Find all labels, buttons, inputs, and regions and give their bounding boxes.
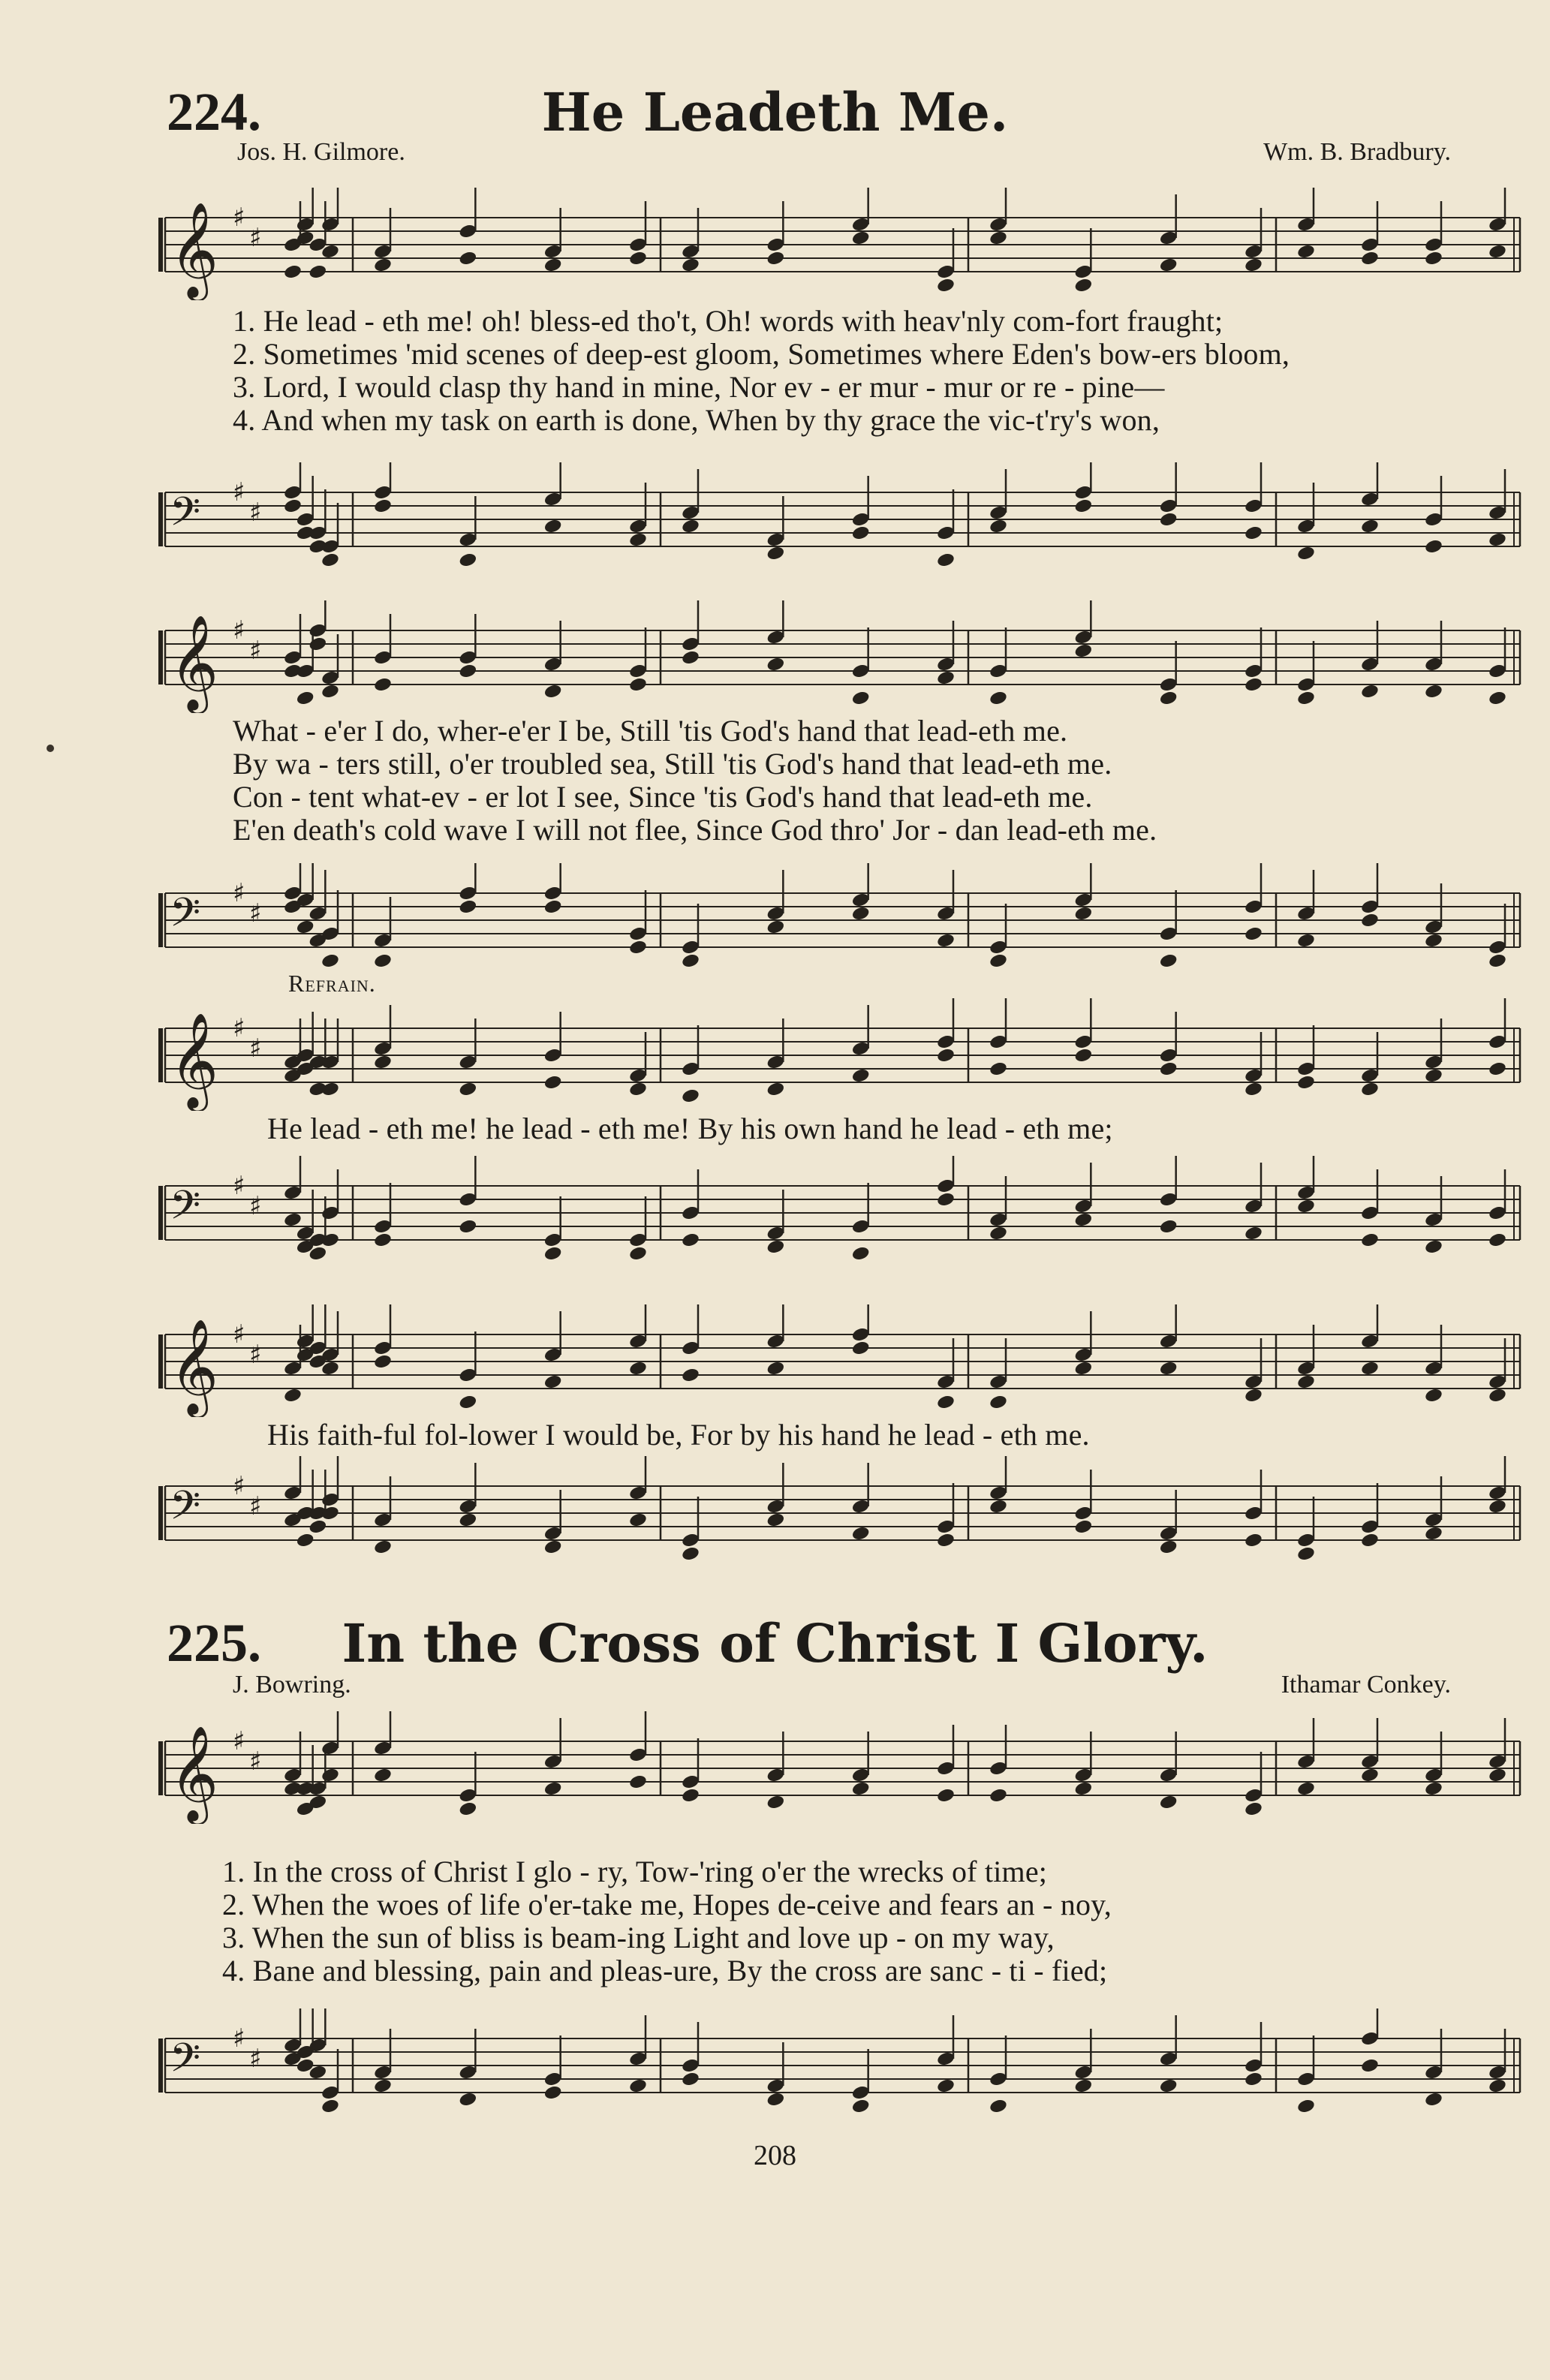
notehead <box>851 1245 871 1262</box>
sharp-icon: ♯ <box>249 1190 262 1221</box>
notehead <box>458 1394 477 1410</box>
notehead <box>458 898 477 915</box>
notehead <box>458 1218 477 1235</box>
notehead <box>766 1360 785 1377</box>
notehead <box>628 676 648 693</box>
notehead <box>1244 257 1263 273</box>
notehead <box>766 545 785 561</box>
bass-clef-icon: 𝄢 <box>170 1183 201 1238</box>
notehead <box>766 1238 785 1255</box>
notehead <box>628 1774 648 1790</box>
notehead <box>543 1780 563 1797</box>
notehead <box>851 525 871 541</box>
notehead <box>1424 1067 1443 1084</box>
notehead <box>851 1780 871 1797</box>
notehead <box>321 1232 340 1248</box>
lyric-line: By wa - ters still, o'er troubled sea, Still 'tis God's hand that lead-eth me. <box>233 747 1112 781</box>
treble-clef-icon: 𝄞 <box>170 614 219 710</box>
notehead <box>543 518 563 534</box>
sharp-icon: ♯ <box>233 615 245 645</box>
notehead <box>458 1801 477 1817</box>
notehead <box>936 1532 956 1548</box>
notehead <box>373 952 393 969</box>
notehead <box>1159 2078 1178 2094</box>
notehead <box>458 250 477 266</box>
notehead <box>851 1340 871 1356</box>
composer-credit: Ithamar Conkey. <box>1281 1671 1451 1698</box>
notehead <box>321 683 340 700</box>
bass-staff <box>0 1456 1550 1569</box>
hymn-title: In the Cross of Christ I Glory. <box>342 1612 1208 1674</box>
treble-staff <box>0 1711 1550 1824</box>
notehead <box>1424 250 1443 266</box>
notehead <box>321 2098 340 2114</box>
sharp-icon: ♯ <box>233 877 245 908</box>
notehead <box>1488 952 1507 969</box>
notehead <box>1073 642 1093 659</box>
notehead <box>1424 1387 1443 1404</box>
sharp-icon: ♯ <box>233 1170 245 1201</box>
lyric-line: 2. Sometimes 'mid scenes of deep-est gloom, Sometimes where Eden's bow-ers bloom, <box>233 337 1290 371</box>
notehead <box>321 1767 340 1783</box>
notehead <box>1296 1374 1316 1390</box>
notehead <box>1360 518 1380 534</box>
hymn-title: He Leadeth Me. <box>541 81 1009 143</box>
lyric-line: E'en death's cold wave I will not flee, Since God thro' Jor - dan lead-eth me. <box>233 813 1157 847</box>
notehead <box>681 1787 700 1804</box>
lyric-line: 2. When the woes of life o'er-take me, Hopes de-ceive and fears an - noy, <box>222 1888 1112 1921</box>
notehead <box>1159 1218 1178 1235</box>
notehead <box>321 952 340 969</box>
notehead <box>1159 1061 1178 1077</box>
notehead <box>681 2071 700 2087</box>
notehead <box>628 250 648 266</box>
lyric-line: 1. In the cross of Christ I glo - ry, Tow-'ring o'er the wrecks of time; <box>222 1855 1048 1888</box>
notehead <box>936 932 956 949</box>
notehead <box>321 1505 340 1521</box>
sharp-icon: ♯ <box>249 1746 262 1777</box>
notehead <box>989 518 1008 534</box>
notehead <box>1360 1232 1380 1248</box>
notehead <box>373 498 393 514</box>
notehead <box>989 1225 1008 1241</box>
notehead <box>1488 1387 1507 1404</box>
notehead <box>1244 1801 1263 1817</box>
notehead <box>1073 1518 1093 1535</box>
notehead <box>543 1245 563 1262</box>
lyric-line: 3. When the sun of bliss is beam-ing Light and love up - on my way, <box>222 1921 1055 1954</box>
notehead <box>628 1360 648 1377</box>
notehead <box>373 1539 393 1555</box>
sharp-icon: ♯ <box>249 222 262 253</box>
notehead <box>543 683 563 700</box>
notehead <box>1244 925 1263 942</box>
notehead <box>628 531 648 548</box>
treble-staff <box>0 1304 1550 1417</box>
bass-staff <box>0 863 1550 976</box>
notehead <box>296 690 315 706</box>
notehead <box>543 1374 563 1390</box>
notehead <box>1073 1211 1093 1228</box>
notehead <box>308 636 327 652</box>
notehead <box>458 1512 477 1528</box>
notehead <box>936 1394 956 1410</box>
notehead <box>1488 2078 1507 2094</box>
notehead <box>936 552 956 568</box>
notehead <box>989 2098 1008 2114</box>
notehead <box>936 1191 956 1208</box>
notehead <box>766 1081 785 1097</box>
sharp-icon: ♯ <box>233 1726 245 1756</box>
notehead <box>1296 932 1316 949</box>
notehead <box>283 1387 302 1404</box>
notehead <box>851 690 871 706</box>
notehead <box>1360 250 1380 266</box>
notehead <box>1360 912 1380 928</box>
lyric-line: 3. Lord, I would clasp thy hand in mine, Nor ev - er mur - mur or re - pine— <box>233 370 1165 404</box>
notehead <box>1073 277 1093 293</box>
notehead <box>851 1067 871 1084</box>
notehead <box>628 939 648 955</box>
notehead <box>1159 952 1178 969</box>
sharp-icon: ♯ <box>233 1319 245 1349</box>
notehead <box>766 919 785 935</box>
notehead <box>1488 1061 1507 1077</box>
notehead <box>1360 1081 1380 1097</box>
notehead <box>681 257 700 273</box>
treble-staff <box>0 998 1550 1111</box>
lyric-line: Con - tent what-ev - er lot I see, Since 'tis God's hand that lead-eth me. <box>233 780 1093 814</box>
hymn-number: 225. <box>167 1613 261 1673</box>
sharp-icon: ♯ <box>233 1012 245 1043</box>
treble-clef-icon: 𝄞 <box>170 201 219 297</box>
notehead <box>628 1512 648 1528</box>
notehead <box>1244 1225 1263 1241</box>
lyric-line: 1. He lead - eth me! oh! bless-ed tho't, Oh! words with heav'nly com-fort fraught; <box>233 304 1223 338</box>
bass-staff <box>0 2008 1550 2121</box>
composer-credit: Wm. B. Bradbury. <box>1263 138 1451 166</box>
notehead <box>766 2091 785 2108</box>
sharp-icon: ♯ <box>249 898 262 928</box>
notehead <box>543 2084 563 2101</box>
notehead <box>936 1047 956 1064</box>
author-credit: J. Bowring. <box>233 1671 351 1698</box>
sharp-icon: ♯ <box>249 2043 262 2074</box>
notehead <box>1360 1532 1380 1548</box>
notehead <box>851 2098 871 2114</box>
notehead <box>308 1518 327 1535</box>
notehead <box>1424 1780 1443 1797</box>
notehead <box>283 263 302 280</box>
notehead <box>1424 1525 1443 1542</box>
notehead <box>283 1211 302 1228</box>
notehead <box>373 1232 393 1248</box>
notehead <box>681 1232 700 1248</box>
notehead <box>1073 1780 1093 1797</box>
notehead <box>1488 1232 1507 1248</box>
notehead <box>681 649 700 666</box>
notehead <box>1159 257 1178 273</box>
notehead <box>1296 1198 1316 1214</box>
notehead <box>543 257 563 273</box>
notehead <box>681 518 700 534</box>
notehead <box>1296 2098 1316 2114</box>
bass-staff <box>0 1156 1550 1268</box>
notehead <box>851 230 871 246</box>
bass-clef-icon: 𝄢 <box>170 1483 201 1539</box>
notehead <box>543 1074 563 1091</box>
notehead <box>1296 545 1316 561</box>
notehead <box>681 1367 700 1383</box>
lyric-line: 4. And when my task on earth is done, When by thy grace the vic-t'ry's won, <box>233 403 1160 437</box>
sharp-icon: ♯ <box>249 1033 262 1064</box>
notehead <box>989 690 1008 706</box>
lyric-line: What - e'er I do, wher-e'er I be, Still 'tis God's hand that lead-eth me. <box>233 714 1068 748</box>
notehead <box>1488 531 1507 548</box>
notehead <box>989 1394 1008 1410</box>
hymn-number: 224. <box>167 82 261 142</box>
notehead <box>1488 1498 1507 1515</box>
notehead <box>283 498 302 514</box>
notehead <box>1488 243 1507 260</box>
sharp-icon: ♯ <box>233 477 245 507</box>
lyric-line: 4. Bane and blessing, pain and pleas-ure, By the cross are sanc - ti - fied; <box>222 1954 1108 1987</box>
notehead <box>321 1081 340 1097</box>
notehead <box>1296 243 1316 260</box>
notehead <box>1159 1539 1178 1555</box>
author-credit: Jos. H. Gilmore. <box>237 138 405 166</box>
notehead <box>458 663 477 679</box>
notehead <box>766 656 785 672</box>
notehead <box>681 1545 700 1562</box>
notehead <box>681 1088 700 1104</box>
notehead <box>1244 525 1263 541</box>
notehead <box>681 952 700 969</box>
notehead <box>989 952 1008 969</box>
sharp-icon: ♯ <box>233 1470 245 1501</box>
notehead <box>628 1081 648 1097</box>
notehead <box>1360 2057 1380 2074</box>
lyric-line: His faith-ful fol-lower I would be, For by his hand he lead - eth me. <box>267 1418 1090 1452</box>
notehead <box>296 919 315 935</box>
notehead <box>296 1532 315 1548</box>
notehead <box>1244 1532 1263 1548</box>
sharp-icon: ♯ <box>249 635 262 666</box>
notehead <box>321 552 340 568</box>
notehead <box>373 676 393 693</box>
notehead <box>1488 690 1507 706</box>
notehead <box>1296 1545 1316 1562</box>
notehead <box>1360 1360 1380 1377</box>
notehead <box>936 1787 956 1804</box>
notehead <box>1424 538 1443 555</box>
notehead <box>1073 1047 1093 1064</box>
notehead <box>458 2091 477 2108</box>
notehead <box>1296 1780 1316 1797</box>
bass-clef-icon: 𝄢 <box>170 2035 201 2091</box>
notehead <box>1073 2078 1093 2094</box>
notehead <box>766 250 785 266</box>
notehead <box>936 669 956 686</box>
refrain-label: Refrain. <box>288 970 376 997</box>
notehead <box>1159 1360 1178 1377</box>
notehead <box>308 263 327 280</box>
sharp-icon: ♯ <box>249 1491 262 1521</box>
notehead <box>989 230 1008 246</box>
page-number: 208 <box>754 2140 796 2171</box>
notehead <box>989 1061 1008 1077</box>
bass-clef-icon: 𝄢 <box>170 489 201 545</box>
notehead <box>1296 1074 1316 1091</box>
notehead <box>936 277 956 293</box>
notehead <box>1424 1238 1443 1255</box>
notehead <box>1159 511 1178 528</box>
treble-clef-icon: 𝄞 <box>170 1725 219 1821</box>
treble-staff <box>0 188 1550 300</box>
lyric-line: He lead - eth me! he lead - eth me! By his own hand he lead - eth me; <box>267 1112 1113 1145</box>
notehead <box>628 1245 648 1262</box>
notehead <box>851 1525 871 1542</box>
notehead <box>458 1081 477 1097</box>
notehead <box>936 2078 956 2094</box>
notehead <box>1244 1081 1263 1097</box>
sharp-icon: ♯ <box>233 202 245 233</box>
treble-clef-icon: 𝄞 <box>170 1318 219 1414</box>
notehead <box>1244 2071 1263 2087</box>
notehead <box>458 552 477 568</box>
notehead <box>373 1054 393 1070</box>
bass-clef-icon: 𝄢 <box>170 890 201 946</box>
notehead <box>1159 1794 1178 1810</box>
notehead <box>373 1767 393 1783</box>
notehead <box>543 1539 563 1555</box>
notehead <box>1488 1767 1507 1783</box>
treble-clef-icon: 𝄞 <box>170 1012 219 1108</box>
notehead <box>1244 676 1263 693</box>
notehead <box>373 257 393 273</box>
notehead <box>989 1498 1008 1515</box>
notehead <box>766 1794 785 1810</box>
notehead <box>1159 690 1178 706</box>
treble-staff <box>0 600 1550 713</box>
notehead <box>1244 1387 1263 1404</box>
notehead <box>628 2078 648 2094</box>
notehead <box>373 1353 393 1370</box>
sharp-icon: ♯ <box>249 1339 262 1370</box>
notehead <box>1073 1360 1093 1377</box>
bass-staff <box>0 462 1550 575</box>
notehead <box>766 1512 785 1528</box>
sharp-icon: ♯ <box>249 497 262 528</box>
notehead <box>1360 1767 1380 1783</box>
notehead <box>543 898 563 915</box>
notehead <box>989 1787 1008 1804</box>
notehead <box>1424 683 1443 700</box>
notehead <box>1073 905 1093 922</box>
notehead <box>1360 683 1380 700</box>
notehead <box>1296 690 1316 706</box>
notehead <box>1073 498 1093 514</box>
notehead <box>1424 932 1443 949</box>
notehead <box>1424 2091 1443 2108</box>
sharp-icon: ♯ <box>233 2023 245 2054</box>
notehead <box>851 905 871 922</box>
print-speck <box>47 745 54 752</box>
notehead <box>373 2078 393 2094</box>
